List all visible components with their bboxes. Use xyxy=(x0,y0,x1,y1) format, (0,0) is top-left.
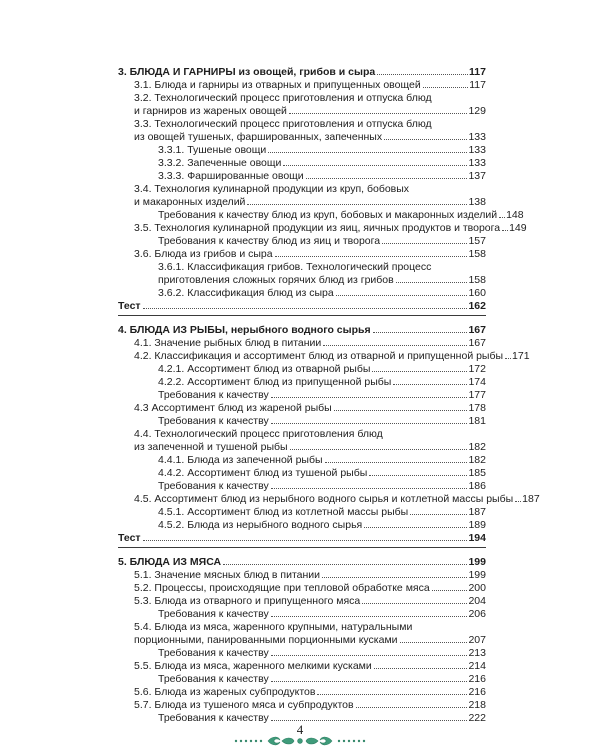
leader-dots xyxy=(289,113,468,114)
leader-dots xyxy=(373,332,468,333)
toc-entry-line: 3.3. Технологический процесс приготовления и отпуска блюд xyxy=(134,118,432,130)
leader-dots xyxy=(268,152,467,153)
toc-text: 4.2.1. Ассортимент блюд из отварной рыбы xyxy=(158,363,371,375)
toc-subentry xyxy=(158,144,486,156)
toc-entry xyxy=(134,686,486,698)
toc-text: 3.5. Технология кулинарной продукции из яиц, яичных продуктов и творога xyxy=(134,222,501,234)
toc-test-entry xyxy=(118,532,486,544)
toc-text: Требования к качеству xyxy=(158,712,269,724)
toc-entry xyxy=(134,660,486,672)
toc-subentry xyxy=(158,363,486,375)
leader-dots xyxy=(374,668,468,669)
toc-page-number: 181 xyxy=(468,415,486,427)
toc-text: Тест xyxy=(118,532,141,544)
toc-subentry xyxy=(158,274,486,286)
toc-entry xyxy=(134,105,486,117)
leader-dots xyxy=(223,564,467,565)
toc-page-number: 171 xyxy=(512,350,530,362)
toc-page-number: 216 xyxy=(468,686,486,698)
toc-page-number: 149 xyxy=(509,222,527,234)
toc-page-number: 199 xyxy=(468,569,486,581)
toc-page-number: 214 xyxy=(468,660,486,672)
toc-page-number: 213 xyxy=(468,647,486,659)
toc-page-number: 117 xyxy=(469,66,486,78)
toc-text: 5.5. Блюда из мяса, жаренного мелкими кусками xyxy=(134,660,372,672)
toc-text: 4.2. Классификация и ассортимент блюд из отварной и припущенной рыбы xyxy=(134,350,504,362)
toc-text: Тест xyxy=(118,300,141,312)
leader-dots xyxy=(502,230,508,231)
toc-entry xyxy=(134,79,486,91)
leader-dots xyxy=(400,642,468,643)
toc-entry xyxy=(134,493,540,505)
toc-text: 4.4.2. Ассортимент блюд из тушеной рыбы xyxy=(158,467,368,479)
toc-page-number: 216 xyxy=(468,673,486,685)
leader-dots xyxy=(325,462,468,463)
toc-page-number: 138 xyxy=(468,196,486,208)
toc-page-number: 117 xyxy=(469,79,486,91)
leader-dots xyxy=(271,655,468,656)
toc-text: 4.5.1. Ассортимент блюд из котлетной массы рыбы xyxy=(158,506,409,518)
toc-text: 3.6.2. Классификация блюд из сыра xyxy=(158,287,334,299)
toc-text: 3.1. Блюда и гарниры из отварных и припущенных овощей xyxy=(134,79,421,91)
leader-dots xyxy=(143,540,468,541)
toc-page-number: 194 xyxy=(468,532,486,544)
toc-page-number: 222 xyxy=(468,712,486,724)
leader-dots xyxy=(271,681,468,682)
leader-dots xyxy=(323,345,467,346)
toc-page-number: 200 xyxy=(468,582,486,594)
toc-test-entry xyxy=(118,300,486,312)
toc-page-number: 167 xyxy=(468,324,486,336)
leader-dots xyxy=(247,204,467,205)
toc-text: Требования к качеству блюд из яиц и творога xyxy=(158,235,381,247)
toc-page-number: 187 xyxy=(468,506,486,518)
toc-text: 4. БЛЮДА ИЗ РЫБЫ, нерыбного водного сырья xyxy=(118,324,371,336)
toc-text: Требования к качеству xyxy=(158,389,269,401)
toc-section-title xyxy=(118,66,486,78)
toc-entry-line: 5.4. Блюда из мяса, жаренного крупными, натуральными xyxy=(134,621,413,633)
toc-page-number: 178 xyxy=(468,402,486,414)
toc-text: из овощей тушеных, фаршированных, запеченных xyxy=(134,131,383,143)
toc-page-number: 207 xyxy=(468,634,486,646)
leader-dots xyxy=(499,217,505,218)
toc-page-number: 182 xyxy=(468,441,486,453)
leader-dots xyxy=(317,694,467,695)
toc-text: приготовления сложных горячих блюд из грибов xyxy=(158,274,394,286)
toc-text: 3.3.3. Фаршированные овощи xyxy=(158,170,304,182)
leader-dots xyxy=(372,371,467,372)
toc-entry xyxy=(158,389,486,401)
toc-page-number: 160 xyxy=(468,287,486,299)
leader-dots xyxy=(322,577,467,578)
toc-entry-line: 4.4. Технологический процесс приготовления блюд xyxy=(134,428,383,440)
toc-text: и гарниров из жареных овощей xyxy=(134,105,287,117)
toc-entry-line: 3.4. Технология кулинарной продукции из круп, бобовых xyxy=(134,183,410,195)
toc-page-number: 182 xyxy=(468,454,486,466)
toc-page-number: 167 xyxy=(468,337,486,349)
leader-dots xyxy=(382,243,467,244)
leader-dots xyxy=(356,707,468,708)
toc-subentry xyxy=(158,506,486,518)
toc-entry xyxy=(158,480,486,492)
toc-page-number: 206 xyxy=(468,608,486,620)
toc-text: 4.1. Значение рыбных блюд в питании xyxy=(134,337,322,349)
toc-entry xyxy=(158,209,524,221)
toc-page-number: 162 xyxy=(468,300,486,312)
toc-page-number: 137 xyxy=(468,170,486,182)
toc-text: 5.2. Процессы, происходящие при тепловой обработке мяса xyxy=(134,582,430,594)
leader-dots xyxy=(143,308,468,309)
leader-dots xyxy=(334,410,468,411)
toc-page-number: 133 xyxy=(468,144,486,156)
toc-page-number: 199 xyxy=(468,556,486,568)
leader-dots xyxy=(271,397,468,398)
leader-dots xyxy=(271,720,468,721)
toc-text: 5. БЛЮДА ИЗ МЯСА xyxy=(118,556,222,568)
toc-section-title xyxy=(118,556,486,568)
leader-dots xyxy=(290,449,468,450)
toc-entry xyxy=(134,634,486,646)
toc-text: 5.3. Блюда из отварного и припущенного мяса xyxy=(134,595,361,607)
section-divider xyxy=(118,315,486,316)
toc-entry xyxy=(134,350,530,362)
leader-dots xyxy=(377,74,468,75)
toc-text: 3. БЛЮДА И ГАРНИРЫ из овощей, грибов и сыра xyxy=(118,66,376,78)
leader-dots xyxy=(306,178,468,179)
section-divider xyxy=(118,547,486,548)
toc-text: 5.7. Блюда из тушеного мяса и субпродуктов xyxy=(134,699,354,711)
toc-text: 5.1. Значение мясных блюд в питании xyxy=(134,569,321,581)
leader-dots xyxy=(393,384,467,385)
toc-entry xyxy=(134,582,486,594)
leader-dots xyxy=(336,295,468,296)
toc-entry xyxy=(134,699,486,711)
leader-dots xyxy=(505,358,511,359)
page-footer xyxy=(0,722,600,750)
toc-entry xyxy=(134,569,486,581)
toc-text: Требования к качеству блюд из круп, бобовых и макаронных изделий xyxy=(158,209,498,221)
toc-page-number: 187 xyxy=(522,493,540,505)
toc-text: 5.6. Блюда из жареных субпродуктов xyxy=(134,686,316,698)
toc-entry xyxy=(134,441,486,453)
toc-subentry xyxy=(158,287,486,299)
toc-entry xyxy=(158,673,486,685)
leader-dots xyxy=(423,87,469,88)
toc-page-number: 157 xyxy=(468,235,486,247)
leader-dots xyxy=(515,501,521,502)
toc-text: 3.3.1. Тушеные овощи xyxy=(158,144,267,156)
leader-dots xyxy=(432,590,468,591)
toc-subentry xyxy=(158,170,486,182)
toc-text: и макаронных изделий xyxy=(134,196,246,208)
leader-dots xyxy=(275,256,468,257)
toc-page-number: 148 xyxy=(506,209,524,221)
toc-text: Требования к качеству xyxy=(158,647,269,659)
toc-entry xyxy=(134,248,486,260)
toc-text: 4.5. Ассортимент блюд из нерыбного водного сырья и котлетной массы рыбы xyxy=(134,493,514,505)
toc-page-number: 177 xyxy=(468,389,486,401)
toc-text: 4.4.1. Блюда из запеченной рыбы xyxy=(158,454,323,466)
toc-page-number: 172 xyxy=(468,363,486,375)
toc-text: Требования к качеству xyxy=(158,415,269,427)
toc-entry xyxy=(134,595,486,607)
toc-subentry xyxy=(158,467,486,479)
toc-entry-line: 3.2. Технологический процесс приготовления и отпуска блюд xyxy=(134,92,432,104)
leader-dots xyxy=(283,165,467,166)
toc-page-number: 189 xyxy=(468,519,486,531)
toc-page-number: 129 xyxy=(468,105,486,117)
toc-text: Требования к качеству xyxy=(158,673,269,685)
leader-dots xyxy=(369,475,467,476)
toc-text: Требования к качеству xyxy=(158,608,269,620)
toc-text: 4.3 Ассортимент блюд из жареной рыбы xyxy=(134,402,332,414)
toc-page-number: 133 xyxy=(468,131,486,143)
toc-page-number: 204 xyxy=(468,595,486,607)
toc-text: 4.5.2. Блюда из нерыбного водного сырья xyxy=(158,519,363,531)
toc-text: 3.3.2. Запеченные овощи xyxy=(158,157,282,169)
toc-page-number: 218 xyxy=(468,699,486,711)
toc-entry xyxy=(134,131,486,143)
toc-page-number: 158 xyxy=(468,274,486,286)
leader-dots xyxy=(271,488,468,489)
toc-section-title xyxy=(118,324,486,336)
toc-subentry xyxy=(158,157,486,169)
toc-entry-line: 3.6.1. Классификация грибов. Технологический процесс xyxy=(158,261,432,273)
toc-entry xyxy=(134,196,486,208)
floral-ornament-icon xyxy=(232,734,368,748)
toc-page-number: 174 xyxy=(468,376,486,388)
toc-entry xyxy=(134,222,527,234)
leader-dots xyxy=(364,527,467,528)
toc-subentry xyxy=(158,376,486,388)
toc-entry xyxy=(158,608,486,620)
toc-subentry xyxy=(158,519,486,531)
toc-page-number: 133 xyxy=(468,157,486,169)
leader-dots xyxy=(271,423,468,424)
toc-subentry xyxy=(158,454,486,466)
toc-page-number: 185 xyxy=(468,467,486,479)
leader-dots xyxy=(410,514,467,515)
toc-entry xyxy=(158,235,486,247)
leader-dots xyxy=(384,139,467,140)
toc-text: порционными, панированными порционными кусками xyxy=(134,634,398,646)
page-number: 4 xyxy=(296,722,304,737)
toc-entry xyxy=(134,402,486,414)
toc-text: из запеченной и тушеной рыбы xyxy=(134,441,288,453)
toc-entry xyxy=(158,415,486,427)
toc-page-number: 186 xyxy=(468,480,486,492)
toc-entry xyxy=(134,337,486,349)
toc-text: Требования к качеству xyxy=(158,480,269,492)
toc-text: 3.6. Блюда из грибов и сыра xyxy=(134,248,273,260)
toc-text: 4.2.2. Ассортимент блюд из припущенной рыбы xyxy=(158,376,392,388)
toc-entry xyxy=(158,647,486,659)
leader-dots xyxy=(362,603,467,604)
toc-page-number: 158 xyxy=(468,248,486,260)
leader-dots xyxy=(396,282,468,283)
leader-dots xyxy=(271,616,468,617)
